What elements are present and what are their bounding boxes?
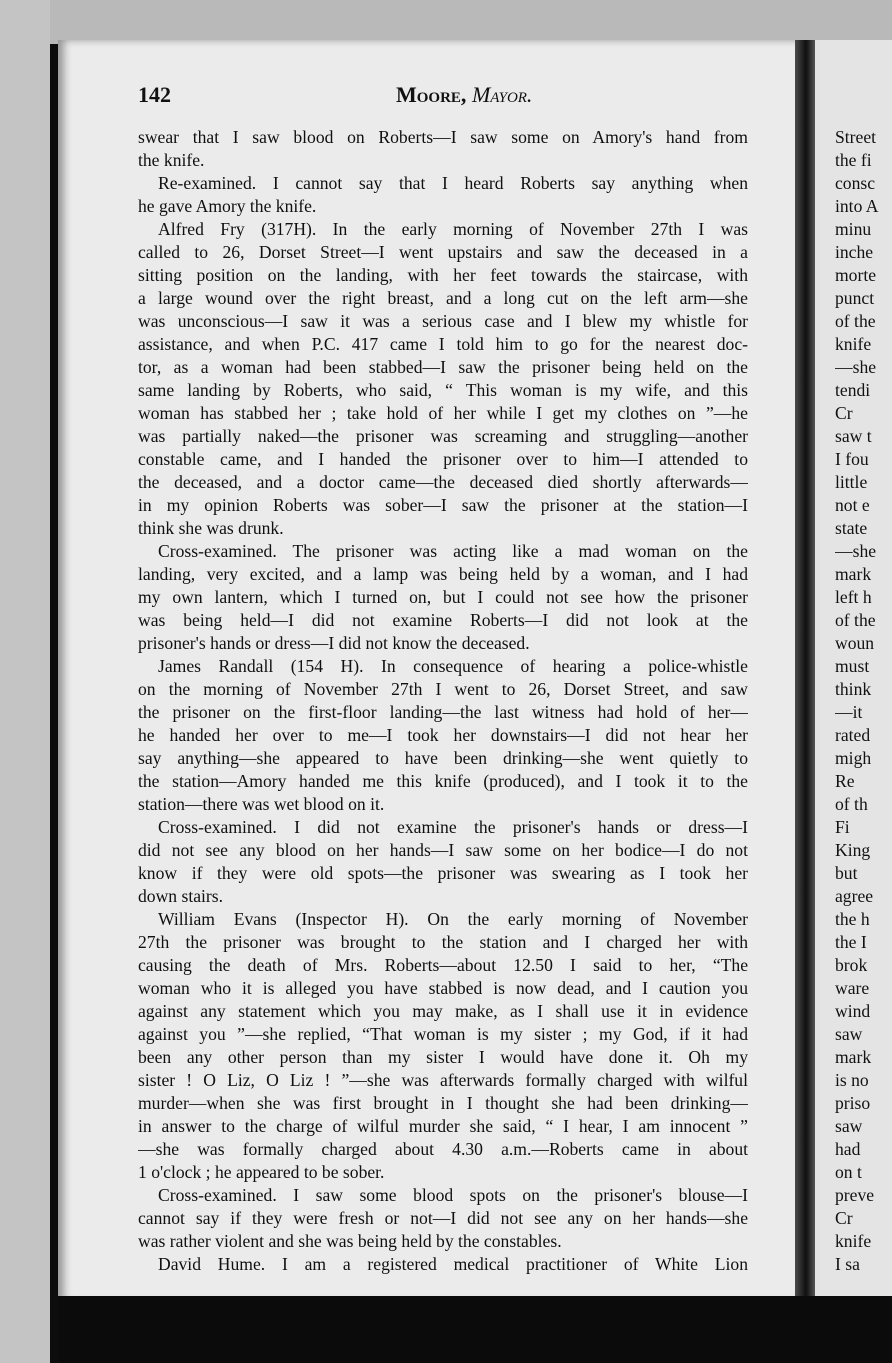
right-page-line: the fi	[835, 150, 872, 170]
right-page-line: rated	[835, 725, 871, 745]
text-line: Cross-examined. I saw some blood spots on the prisoner's blouse—I	[158, 1185, 748, 1205]
scan-bottom-edge	[58, 1296, 892, 1363]
text-line: landing, very excited, and a lamp was being held by a woman, and I had	[138, 564, 748, 584]
text-line: William Evans (Inspector H). On the early morning of November	[158, 909, 748, 929]
text-line: station—there was wet blood on it.	[138, 794, 385, 814]
right-page-line: tendi	[835, 380, 871, 400]
page-number: 142	[138, 82, 171, 107]
text-line: down stairs.	[138, 886, 224, 906]
text-line: been any other person than my sister I would have done it. Oh my	[138, 1047, 748, 1067]
right-page-line: must	[835, 656, 870, 676]
right-page-line: had	[835, 1139, 861, 1159]
right-page-line: Street	[835, 127, 877, 147]
text-line: —she was formally charged about 4.30 a.m.—Roberts came in about	[138, 1139, 748, 1159]
text-line: David Hume. I am a registered medical practitioner of White Lion	[158, 1254, 748, 1274]
page-header	[138, 82, 748, 116]
right-page-line: —she	[835, 357, 877, 377]
text-line: Alfred Fry (317H). In the early morning of November 27th I was	[158, 219, 748, 239]
right-page-line: —she	[835, 541, 877, 561]
right-page-line: preve	[835, 1185, 875, 1205]
right-page-line: little	[835, 472, 868, 492]
text-line: cannot say if they were fresh or not—I did not see any on her hands—she	[138, 1208, 748, 1228]
right-page-line: not e	[835, 495, 870, 515]
text-line: same landing by Roberts, who said, “ This woman is my wife, and this	[138, 380, 748, 400]
text-line: on the morning of November 27th I went to 26, Dorset Street, and saw	[138, 679, 748, 699]
text-line: the station—Amory handed me this knife (produced), and I took it to the	[138, 771, 748, 791]
right-page-line: ware	[835, 978, 870, 998]
text-line: say anything—she appeared to have been drinking—she went quietly to	[138, 748, 748, 768]
right-page-line: mark	[835, 1047, 872, 1067]
right-page-line: I sa	[835, 1254, 860, 1274]
text-line: 1 o'clock ; he appeared to be sober.	[138, 1162, 385, 1182]
right-page-line: Cr	[835, 1208, 853, 1228]
right-page-line: woun	[835, 633, 875, 653]
right-page-line: state	[835, 518, 868, 538]
text-line: 27th the prisoner was brought to the station and I charged her with	[138, 932, 748, 952]
text-line: he handed her over to me—I took her downstairs—I did not hear her	[138, 725, 748, 745]
text-line: did not see any blood on her hands—I saw some on her bodice—I do not	[138, 840, 748, 860]
text-line: the deceased, and a doctor came—the deceased died shortly afterwards—	[138, 472, 748, 492]
right-page-line: of the	[835, 610, 876, 630]
right-page-line: left h	[835, 587, 872, 607]
text-line: was being held—I did not examine Roberts—I did not look at the	[138, 610, 748, 630]
text-line: woman has stabbed her ; take hold of her while I get my clothes on ”—he	[138, 403, 748, 423]
right-page-line: agree	[835, 886, 874, 906]
right-page-line: of th	[835, 794, 868, 814]
text-line: prisoner's hands or dress—I did not know the deceased.	[138, 633, 530, 653]
right-page-line: inche	[835, 242, 874, 262]
text-line: called to 26, Dorset Street—I went upstairs and saw the deceased in a	[138, 242, 748, 262]
text-line: tor, as a woman had been stabbed—I saw the prisoner being held on the	[138, 357, 748, 377]
text-line: causing the death of Mrs. Roberts—about 12.50 I said to her, “The	[138, 955, 748, 975]
right-page-line: consc	[835, 173, 876, 193]
right-page-line: brok	[835, 955, 868, 975]
text-line: swear that I saw blood on Roberts—I saw some on Amory's hand from	[138, 127, 748, 147]
right-page-line: think	[835, 679, 872, 699]
right-page-line: knife	[835, 334, 872, 354]
running-head	[396, 82, 532, 108]
right-page-line: the I	[835, 932, 867, 952]
text-line: was partially naked—the prisoner was screaming and struggling—another	[138, 426, 748, 446]
right-page-line: wind	[835, 1001, 871, 1021]
right-page-line: Fi	[835, 817, 850, 837]
text-line: my own lantern, which I turned on, but I could not see how the prisoner	[138, 587, 748, 607]
right-page-line: is no	[835, 1070, 869, 1090]
text-line: he gave Amory the knife.	[138, 196, 317, 216]
text-line: know if they were old spots—the prisoner was swearing as I took her	[138, 863, 748, 883]
text-line: against you ”—she replied, “That woman is my sister ; my God, if it had	[138, 1024, 748, 1044]
right-page-line: knife	[835, 1231, 872, 1251]
running-head-title: Mayor.	[471, 82, 533, 107]
right-page-line: morte	[835, 265, 877, 285]
scan-top-edge	[0, 0, 892, 44]
right-page-line: on t	[835, 1162, 862, 1182]
right-page-line: but	[835, 863, 858, 883]
text-line: assistance, and when P.C. 417 came I told him to go for the nearest doc-	[138, 334, 748, 354]
text-line: in answer to the charge of wilful murder she said, “ I hear, I am innocent ”	[138, 1116, 748, 1136]
right-page-line: priso	[835, 1093, 871, 1113]
text-line: a large wound over the right breast, and a long cut on the left arm—she	[138, 288, 748, 308]
right-page-line: Re	[835, 771, 855, 791]
right-page-line: King	[835, 840, 871, 860]
body-text	[138, 126, 748, 1276]
right-page-text	[835, 126, 892, 1276]
right-page-line: of the	[835, 311, 876, 331]
book-gutter	[795, 40, 815, 1302]
right-page-line: mark	[835, 564, 872, 584]
text-line: constable came, and I handed the prisoner over to him—I attended to	[138, 449, 748, 469]
text-line: Re-examined. I cannot say that I heard Roberts say anything when	[158, 173, 748, 193]
right-page-line: I fou	[835, 449, 869, 469]
right-page-line: saw	[835, 1116, 863, 1136]
right-page-line: —it	[835, 702, 863, 722]
right-page-line: minu	[835, 219, 872, 239]
text-line: sitting position on the landing, with her feet towards the staircase, with	[138, 265, 748, 285]
right-page-line: saw	[835, 1024, 863, 1044]
text-line: Cross-examined. The prisoner was acting like a mad woman on the	[158, 541, 748, 561]
text-line: was unconscious—I saw it was a serious case and I blew my whistle for	[138, 311, 748, 331]
text-line: in my opinion Roberts was sober—I saw the prisoner at the station—I	[138, 495, 748, 515]
right-page-line: Cr	[835, 403, 853, 423]
scan-left-edge	[0, 0, 50, 1363]
right-page-line: punct	[835, 288, 875, 308]
right-page-line: saw t	[835, 426, 872, 446]
text-line: think she was drunk.	[138, 518, 284, 538]
running-head-name: Moore,	[396, 82, 467, 107]
text-line: the prisoner on the first-floor landing—the last witness had hold of her—	[138, 702, 748, 722]
text-line: James Randall (154 H). In consequence of hearing a police-whistle	[158, 656, 748, 676]
text-line: against any statement which you may make, as I shall use it in evidence	[138, 1001, 748, 1021]
right-page-line: migh	[835, 748, 872, 768]
right-page-line: into A	[835, 196, 879, 216]
right-page-line: the h	[835, 909, 870, 929]
text-line: the knife.	[138, 150, 205, 170]
text-line: murder—when she was first brought in I thought she had been drinking—	[138, 1093, 748, 1113]
text-line: was rather violent and she was being held by the constables.	[138, 1231, 562, 1251]
text-line: sister ! O Liz, O Liz ! ”—she was afterwards formally charged with wilful	[138, 1070, 748, 1090]
text-line: woman who it is alleged you have stabbed is now dead, and I caution you	[138, 978, 748, 998]
text-line: Cross-examined. I did not examine the prisoner's hands or dress—I	[158, 817, 748, 837]
